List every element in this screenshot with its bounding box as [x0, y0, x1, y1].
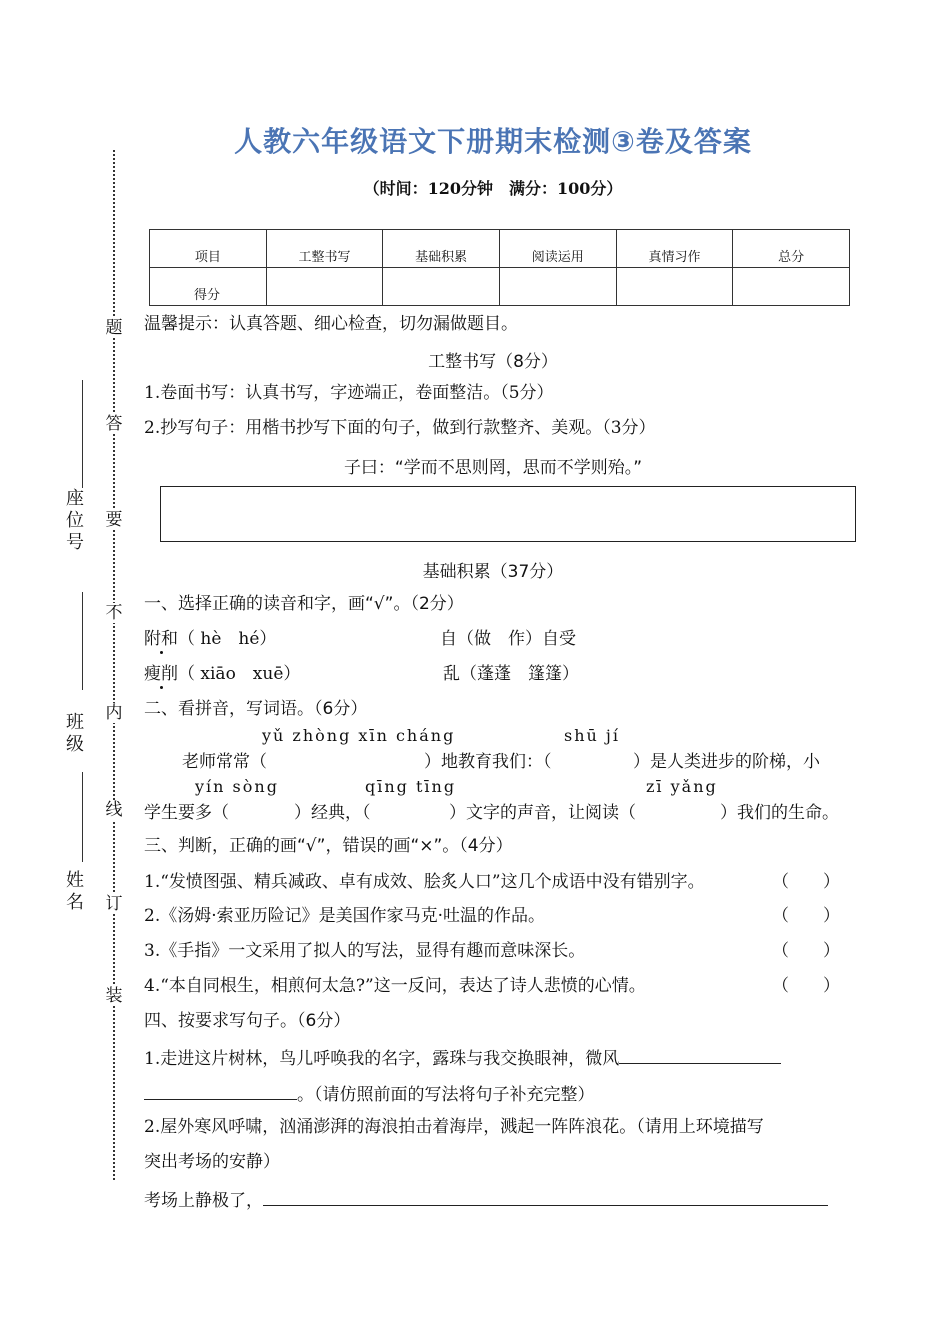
pinyin-prompt: zī yǎng	[646, 777, 718, 796]
margin-char: 内	[105, 703, 123, 723]
table-header-cell: 工整书写	[266, 230, 383, 268]
name-label: 姓名	[66, 870, 84, 913]
score-cell[interactable]	[499, 268, 616, 306]
score-cell[interactable]	[616, 268, 733, 306]
question-text: 2.抄写句子：用楷书抄写下面的句子，做到行款整齐、美观。（3分）	[144, 418, 656, 438]
judge-item: 2.《汤姆·索亚历险记》是美国作家马克·吐温的作品。	[144, 906, 546, 926]
score-row-label: 得分	[150, 268, 267, 306]
score-cell[interactable]	[266, 268, 383, 306]
table-header-cell: 项目	[150, 230, 267, 268]
exam-info: （时间：120分钟 满分：100分）	[363, 179, 623, 198]
page-title: 人教六年级语文下册期末检测③卷及答案	[234, 125, 752, 158]
class-line	[82, 592, 83, 690]
judge-item: 4.“本自同根生，相煎何太急?”这一反问，表达了诗人悲愤的心情。	[144, 976, 646, 996]
copy-answer-box[interactable]	[160, 486, 856, 542]
pinyin-prompt: qīng tīng	[365, 777, 457, 796]
choice-item[interactable]: 乱（蓬蓬 篷篷）	[443, 664, 579, 684]
question-text: 1.走进这片树林，鸟儿呼唤我的名字，露珠与我交换眼神，微风	[144, 1049, 620, 1069]
tip-text: 温馨提示：认真答题、细心检查，切勿漏做题目。	[144, 314, 518, 334]
pinyin-prompt: yín sòng	[195, 777, 279, 796]
choice-options[interactable]: （ hè hé）	[178, 629, 277, 649]
fill-line: ）是人类进步的阶梯，小	[633, 752, 820, 772]
name-line	[82, 772, 83, 862]
choice-options[interactable]: （ xiāo xuē）	[178, 664, 301, 684]
answer-paren[interactable]: （ ）	[772, 976, 840, 996]
question-text: 。（请仿照前面的写法将句子补充完整）	[297, 1085, 595, 1105]
choice-word: 瘦削	[144, 664, 178, 684]
answer-paren[interactable]: （ ）	[772, 941, 840, 961]
pinyin-prompt: yǔ zhòng xīn cháng	[262, 726, 456, 745]
choice-item[interactable]: 自（做 作）自受	[440, 629, 576, 649]
answer-blank[interactable]	[619, 1045, 781, 1064]
fill-line: ）经典，（	[294, 803, 371, 823]
margin-char: 不	[105, 603, 123, 623]
margin-char: 订	[105, 894, 123, 914]
table-header-cell: 真情习作	[616, 230, 733, 268]
fill-line: 老师常常（	[182, 752, 267, 772]
margin-char: 线	[105, 800, 123, 820]
part-heading: 二、看拼音，写词语。（6分）	[144, 699, 368, 719]
section-title: 工整书写（8分）	[428, 352, 558, 372]
table-header-cell: 总分	[733, 230, 850, 268]
score-cell[interactable]	[733, 268, 850, 306]
question-text	[144, 1081, 595, 1106]
question-text	[144, 1045, 781, 1070]
seat-number-label: 座位号	[66, 488, 84, 553]
judge-item: 1.“发愤图强、精兵减政、卓有成效、脍炙人口”这几个成语中没有错别字。	[144, 872, 705, 892]
answer-blank[interactable]	[263, 1187, 828, 1206]
question-text: 突出考场的安静）	[144, 1152, 280, 1172]
answer-paren[interactable]: （ ）	[772, 906, 840, 926]
question-text: 1.卷面书写：认真书写，字迹端正，卷面整洁。（5分）	[144, 383, 554, 403]
pinyin-prompt: shū jí	[564, 726, 620, 745]
question-text	[144, 1187, 828, 1212]
part-heading: 三、判断，正确的画“√”，错误的画“×”。（4分）	[144, 836, 513, 856]
choice-item	[144, 663, 300, 685]
fill-line: ）我们的生命。	[720, 803, 839, 823]
fill-line: ）地教育我们：（	[424, 752, 552, 772]
answer-prefix: 考场上静极了，	[144, 1191, 263, 1211]
choice-word: 附和	[144, 629, 178, 649]
part-heading: 四、按要求写句子。（6分）	[144, 1011, 351, 1031]
score-cell[interactable]	[383, 268, 500, 306]
margin-char: 答	[105, 414, 123, 434]
class-label: 班级	[66, 712, 84, 755]
judge-item: 3.《手指》一文采用了拟人的写法，显得有趣而意味深长。	[144, 941, 586, 961]
choice-item	[144, 628, 276, 650]
binding-dotted-line	[113, 150, 115, 1180]
margin-char: 装	[105, 986, 123, 1006]
margin-char: 题	[105, 318, 123, 338]
section-title: 基础积累（37分）	[422, 562, 564, 582]
table-header-cell: 阅读运用	[499, 230, 616, 268]
quote-text: 子曰：“学而不思则罔，思而不学则殆。”	[343, 458, 643, 478]
fill-line: 学生要多（	[144, 803, 229, 823]
margin-char: 要	[105, 510, 123, 530]
answer-paren[interactable]: （ ）	[772, 872, 840, 892]
part-heading: 一、选择正确的读音和字，画“√”。（2分）	[144, 594, 464, 614]
table-header-cell: 基础积累	[383, 230, 500, 268]
fill-line: ）文字的声音，让阅读（	[449, 803, 636, 823]
question-text: 2.屋外寒风呼啸，汹涌澎湃的海浪拍击着海岸，溅起一阵阵浪花。（请用上环境描写	[144, 1117, 764, 1137]
answer-blank[interactable]	[144, 1081, 297, 1100]
score-table	[149, 229, 850, 306]
